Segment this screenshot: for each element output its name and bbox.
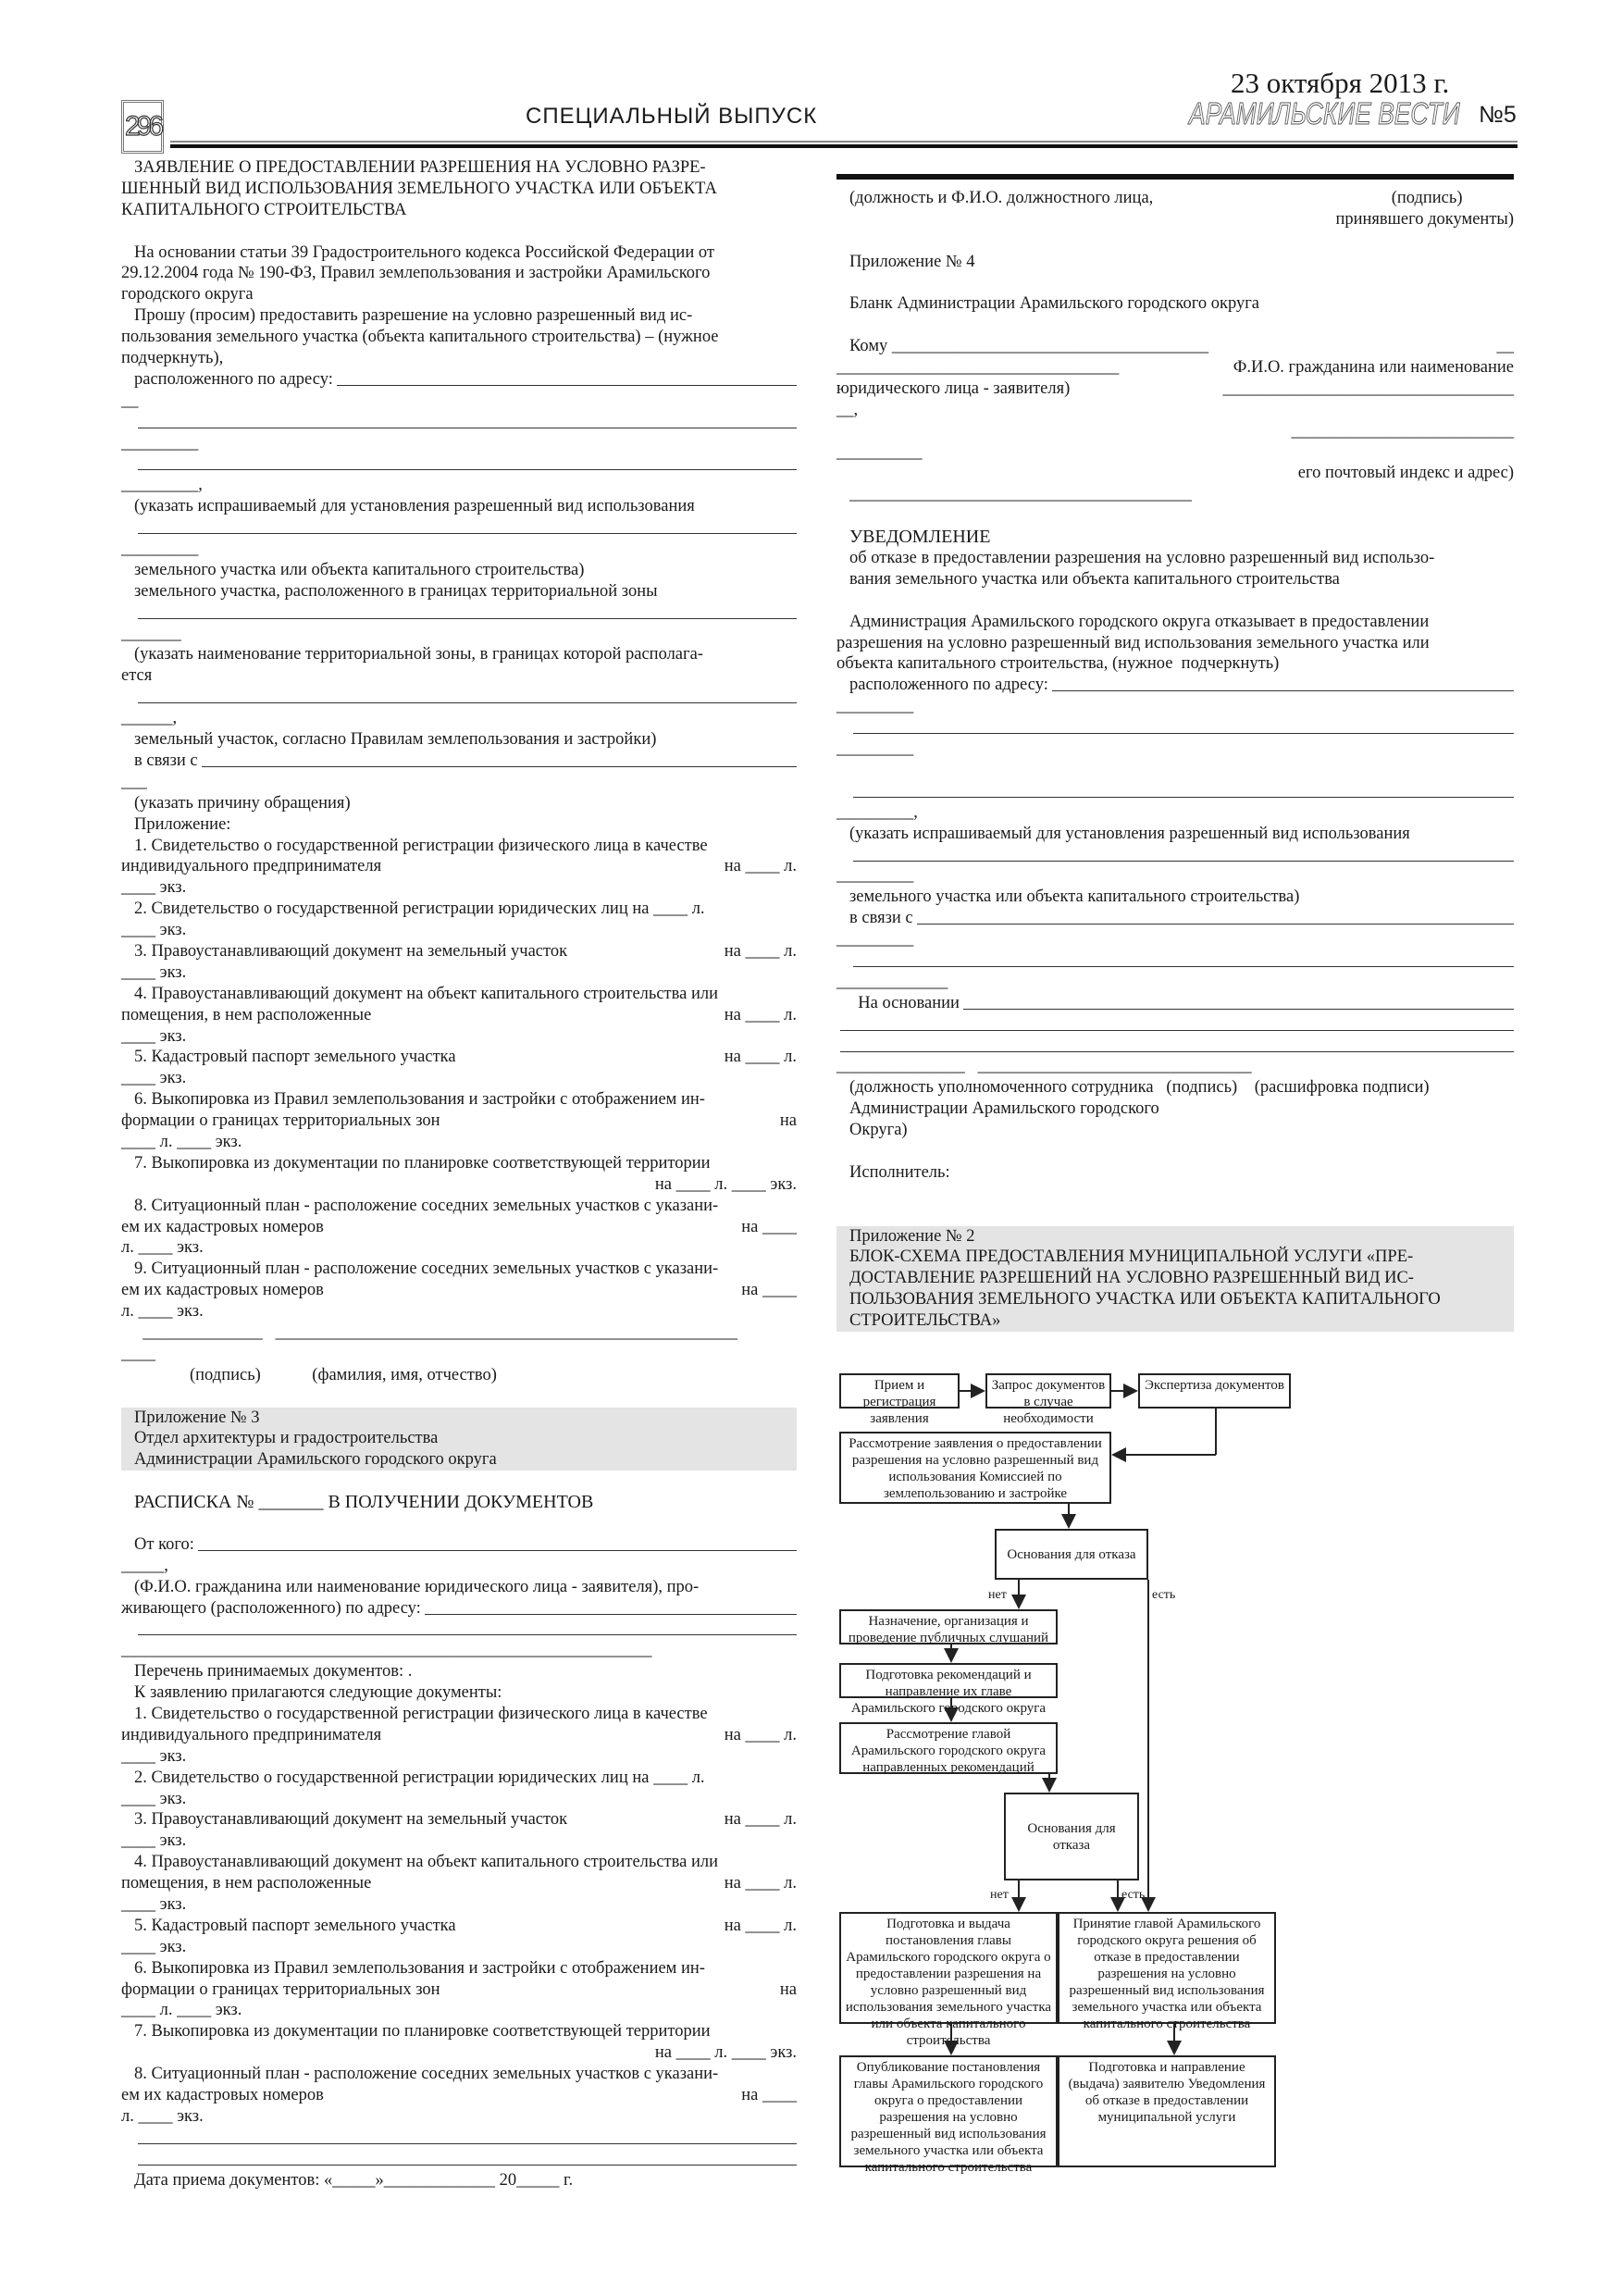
flowchart-branch-label: есть	[1121, 1888, 1146, 1902]
line-text: Бланк Администрации Арамильского городского округа	[849, 294, 1259, 314]
line-text-right: на ____ л.	[724, 941, 797, 961]
line-text: Администрация Арамильского городского округа отказывает в предоставлении	[849, 612, 1430, 631]
flowchart-box: Прием и регистрация заявления	[839, 1373, 960, 1409]
line-text: (Ф.И.О. гражданина или наименование юридического лица - заявителя), про-	[134, 1577, 700, 1596]
line-text: 6. Выкопировка из Правил землепользования и застройки с отображением ин-	[134, 1090, 705, 1110]
line-text: 5. Кадастровый паспорт земельного участка	[134, 1048, 456, 1067]
line-text: Исполнитель:	[849, 1162, 950, 1182]
line-text: (подпись) (фамилия, имя, отчество)	[121, 1365, 497, 1384]
line-text: _________	[121, 433, 199, 453]
line-text: расположенного по адресу:	[849, 676, 1048, 695]
line-text: (должность уполномоченного сотрудника (подпись) (расшифровка подписи)	[849, 1078, 1430, 1098]
line-text: ______________________________________________________________	[121, 1641, 652, 1660]
line-text: 3. Правоустанавливающий документ на земельный участок	[134, 1810, 568, 1830]
line-text: ____ экз.	[121, 1831, 187, 1851]
flowchart-branch-label: нет	[990, 1888, 1009, 1902]
flowchart-box: Рассмотрение заявления о предоставлении разрешения на условно разрешенный вид использования Комиссией по землепользованию и застройке	[839, 1432, 1111, 1504]
line-text: ____ л. ____ экз.	[121, 2001, 242, 2020]
line-text: _______	[121, 624, 181, 643]
line-text: формации о границах территориальных зон	[121, 1980, 440, 1999]
flowchart-box: Подготовка рекомендаций и направление их главе Арамильского городского округа	[839, 1663, 1058, 1698]
line-text: На основании статьи 39 Градостроительного кодекса Российской Федерации от	[134, 242, 714, 262]
line-text-right: на ____ л.	[724, 857, 797, 876]
line-text-right: Ф.И.О. гражданина или наименование	[1233, 358, 1514, 378]
line-text: ___	[121, 772, 147, 791]
line-text: К заявлению прилагаются следующие документы:	[134, 1683, 502, 1703]
line-text: л. ____ экз.	[121, 2106, 204, 2126]
line-text: пользования земельного участка (объекта капитального строительства) – (нужное	[121, 328, 719, 347]
line-text: помещения, в нем расположенные	[121, 1005, 372, 1024]
line-text: ____ экз.	[121, 1069, 187, 1088]
line-text-right: на ____ л.	[724, 1810, 797, 1830]
flowchart-box: Подготовка и выдача постановления главы Арамильского городского округа о предоставлении разрешения на условно разрешенный вид использования земельного участка или объекта капитального строительства	[839, 1912, 1058, 2024]
line-text: (указать испрашиваемый для установления разрешенный вид использования	[849, 824, 1410, 843]
flowchart-branch-label: нет	[988, 1588, 1007, 1602]
line-text: 7. Выкопировка из документации по планировке соответствующей территории	[134, 2022, 711, 2042]
line-text-right: на ____	[741, 2086, 797, 2105]
line-text-right: __	[1496, 337, 1514, 356]
line-text: От кого:	[134, 1534, 194, 1554]
line-text: ДОСТАВЛЕНИЕ РАЗРЕШЕНИЙ НА УСЛОВНО РАЗРЕШЕННЫЙ ВИД ИС-	[849, 1269, 1414, 1288]
line-text: объекта капитального строительства, (нужное подчеркнуть)	[836, 654, 1280, 674]
line-text: Прошу (просим) предоставить разрешение на условно разрешенный вид ис-	[134, 306, 693, 326]
line-text: вания земельного участка или объекта капитального строительства	[849, 569, 1340, 589]
line-text: ____ л. ____ экз.	[121, 1132, 242, 1151]
line-text: ____ экз.	[121, 1746, 187, 1766]
line-text: ____ экз.	[121, 921, 187, 940]
flowchart-box: Назначение, организация и проведение публичных слушаний	[839, 1609, 1058, 1644]
flowchart-box: Запрос документов в случае необходимости	[985, 1373, 1111, 1409]
line-text: ____ экз.	[121, 1789, 187, 1808]
line-text: _________,	[121, 476, 203, 495]
newspaper-logo: АРАМИЛЬСКИЕ ВЕСТИ	[1189, 96, 1460, 130]
line-text: Приложение:	[134, 814, 231, 834]
line-text-right: на ____	[741, 1217, 797, 1236]
line-text: _____________	[836, 972, 948, 991]
line-text: Приложение № 4	[849, 252, 975, 271]
line-text: (указать причину обращения)	[134, 793, 351, 813]
line-text: формации о границах территориальных зон	[121, 1111, 440, 1131]
line-text: ПОЛЬЗОВАНИЯ ЗЕМЕЛЬНОГО УЧАСТКА ИЛИ ОБЪЕКТА КАПИТАЛЬНОГО	[849, 1290, 1441, 1309]
line-text: _____,	[121, 1556, 168, 1575]
line-text: земельного участка или объекта капитального строительства)	[134, 560, 585, 579]
line-text: Администрации Арамильского городского округа	[134, 1450, 497, 1470]
line-text: л. ____ экз.	[121, 1238, 204, 1258]
line-text: индивидуального предпринимателя	[121, 857, 382, 876]
line-text: ЗАЯВЛЕНИЕ О ПРЕДОСТАВЛЕНИИ РАЗРЕШЕНИЯ НА УСЛОВНО РАЗРЕ-	[134, 158, 706, 177]
line-text: Округа)	[849, 1121, 908, 1140]
line-text: (должность и Ф.И.О. должностного лица,	[849, 188, 1154, 207]
line-text: 3. Правоустанавливающий документ на земельный участок	[134, 941, 568, 961]
line-text: расположенного по адресу:	[134, 369, 333, 389]
line-text: УВЕДОМЛЕНИЕ	[849, 527, 991, 548]
issue-label: СПЕЦИАЛЬНЫЙ ВЫПУСК	[526, 104, 818, 129]
line-text: 1. Свидетельство о государственной регистрации физического лица в качестве	[134, 836, 708, 855]
line-text: ____ экз.	[121, 1026, 187, 1046]
line-text: помещения, в нем расположенные	[121, 1874, 372, 1893]
line-text-right: его почтовый индекс и адрес)	[1297, 464, 1514, 483]
flowchart-box: Опубликование постановления главы Арамильского городского округа о предоставлении разрешения на условно разрешенный вид использования земельного участка или объекта капитального строительства	[839, 2055, 1058, 2167]
line-text-right: (подпись)	[1391, 188, 1514, 207]
page-number: 296	[121, 100, 164, 154]
line-text-right: на ____ л.	[724, 1725, 797, 1744]
line-text: ____ экз.	[121, 878, 187, 898]
line-text: л. ____ экз.	[121, 1302, 204, 1322]
line-text: в связи с	[134, 751, 198, 770]
line-text: 2. Свидетельство о государственной регистрации юридических лиц на ____ л.	[134, 900, 705, 919]
line-text: разрешения на условно разрешенный вид использования земельного участка или	[836, 633, 1430, 652]
line-text: _________________________________	[836, 358, 1120, 378]
line-text: 2. Свидетельство о государственной регистрации юридических лиц на ____ л.	[134, 1768, 705, 1787]
flowchart-box: Принятие главой Арамильского городского округа решения об отказе в предоставлении разрешения на условно разрешенный вид использования земельного участка или объекта капитального строительства	[1058, 1912, 1276, 2024]
line-text: живающего (расположенного) по адресу:	[121, 1598, 421, 1618]
line-text: в связи с	[849, 909, 913, 928]
line-text: _________	[121, 540, 199, 559]
issue-number: №5	[1479, 102, 1517, 128]
line-text: 7. Выкопировка из документации по планировке соответствующей территории	[134, 1153, 711, 1173]
line-text: ется	[121, 666, 153, 686]
line-text: Приложение № 3	[134, 1408, 260, 1427]
line-text: 5. Кадастровый паспорт земельного участка	[134, 1916, 456, 1935]
flowchart-box: Подготовка и направление (выдача) заявителю Уведомления об отказе в предоставлении муниципальной услуги	[1058, 2055, 1276, 2167]
line-text: ______,	[121, 709, 178, 728]
line-text: _________	[836, 866, 914, 886]
line-text-right: на ____ л.	[724, 1005, 797, 1024]
line-text: ем их кадастровых номеров	[121, 1217, 324, 1236]
line-text: юридического лица - заявителя)	[836, 379, 1071, 398]
line-text: __________	[836, 442, 923, 462]
line-text: _________	[836, 697, 914, 716]
line-text: (указать наименование территориальной зоны, в границах которой располага-	[134, 645, 703, 664]
flowchart-box: Экспертиза документов	[1138, 1373, 1291, 1409]
line-text-right: на ____	[741, 1281, 797, 1300]
line-text-right: на ____ л.	[724, 1874, 797, 1893]
line-text: Администрации Арамильского городского	[849, 1099, 1159, 1119]
line-text-right: принявшего документы)	[1335, 209, 1514, 229]
line-text: 4. Правоустанавливающий документ на объект капитального строительства или	[134, 984, 719, 1003]
line-text: _______________ ________________________________	[836, 1057, 1252, 1076]
line-text: об отказе в предоставлении разрешения на условно разрешенный вид использо-	[849, 549, 1435, 568]
line-text: ____ экз.	[121, 962, 187, 982]
line-text: На основании	[849, 993, 960, 1012]
line-text: 29.12.2004 года № 190-ФЗ, Правил землепользования и застройки Арамильского	[121, 264, 711, 283]
line-text-right: на	[779, 1980, 797, 1999]
line-text: индивидуального предпринимателя	[121, 1725, 382, 1744]
line-text-right: на ____ л. ____ экз.	[654, 1174, 797, 1194]
line-text: городского округа	[121, 285, 254, 304]
line-text: Дата приема документов: «_____»_____________ 20_____ г.	[134, 2170, 574, 2190]
line-text: земельного участка или объекта капитального строительства)	[849, 887, 1300, 907]
line-text: ______________ ______________________________________________________	[134, 1322, 738, 1342]
line-text: земельный участок, согласно Правилам землепользования и застройки)	[134, 730, 657, 750]
line-text: 9. Ситуационный план - расположение соседних земельных участков с указани-	[134, 1260, 719, 1279]
line-text-right: __________________________________	[1222, 379, 1514, 398]
line-text: _________	[836, 739, 914, 759]
line-text-right: на ____ л. ____ экз.	[654, 2043, 797, 2063]
line-text-right: на	[779, 1111, 797, 1131]
line-text: КАПИТАЛЬНОГО СТРОИТЕЛЬСТВА	[121, 200, 407, 219]
line-text: ем их кадастровых номеров	[121, 2086, 324, 2105]
line-text: земельного участка, расположенного в границах территориальной зоны	[134, 581, 658, 601]
line-text: Кому _____________________________________	[849, 337, 1209, 356]
line-text: ________________________________________	[849, 485, 1192, 504]
line-text: _________,	[836, 802, 918, 822]
line-text-right: на ____ л.	[724, 1048, 797, 1067]
line-text: ем их кадастровых номеров	[121, 1281, 324, 1300]
line-text: __	[121, 391, 139, 410]
line-text: РАСПИСКА № _______ В ПОЛУЧЕНИИ ДОКУМЕНТОВ	[134, 1492, 594, 1513]
line-text: подчеркнуть),	[121, 349, 224, 368]
line-text: ____ экз.	[121, 1937, 187, 1956]
line-text: __,	[836, 400, 859, 419]
line-text: СТРОИТЕЛЬСТВА»	[849, 1311, 1001, 1331]
line-text: 1. Свидетельство о государственной регистрации физического лица в качестве	[134, 1705, 708, 1724]
flowchart-box: Основания для отказа	[995, 1529, 1148, 1580]
line-text: (указать испрашиваемый для установления разрешенный вид использования	[134, 497, 695, 516]
line-text-right: __________________________	[1291, 421, 1514, 441]
line-text: Отдел архитектуры и градостроительства	[134, 1429, 439, 1448]
line-text: _________	[836, 930, 914, 949]
line-text: БЛОК-СХЕМА ПРЕДОСТАВЛЕНИЯ МУНИЦИПАЛЬНОЙ УСЛУГИ «ПРЕ-	[849, 1247, 1414, 1267]
line-text: 8. Ситуационный план - расположение соседних земельных участков с указани-	[134, 2065, 719, 2084]
line-text: ШЕННЫЙ ВИД ИСПОЛЬЗОВАНИЯ ЗЕМЕЛЬНОГО УЧАСТКА ИЛИ ОБЪЕКТА	[121, 179, 717, 198]
line-text-right: на ____ л.	[724, 1916, 797, 1935]
flowchart-box: Рассмотрение главой Арамильского городского округа направленных рекомендаций	[839, 1722, 1058, 1774]
flowchart-box: Основания для отказа	[1004, 1793, 1139, 1880]
line-text: 4. Правоустанавливающий документ на объект капитального строительства или	[134, 1853, 719, 1872]
line-text: ____ экз.	[121, 1895, 187, 1915]
line-text: 6. Выкопировка из Правил землепользования и застройки с отображением ин-	[134, 1958, 705, 1978]
issue-date: 23 октября 2013 г.	[1231, 67, 1450, 99]
line-text: Перечень принимаемых документов: .	[134, 1662, 413, 1682]
line-text: Приложение № 2	[849, 1226, 975, 1246]
line-text: ____	[121, 1344, 155, 1363]
flowchart-branch-label: есть	[1152, 1588, 1176, 1602]
line-text: 8. Ситуационный план - расположение соседних земельных участков с указани-	[134, 1196, 719, 1215]
